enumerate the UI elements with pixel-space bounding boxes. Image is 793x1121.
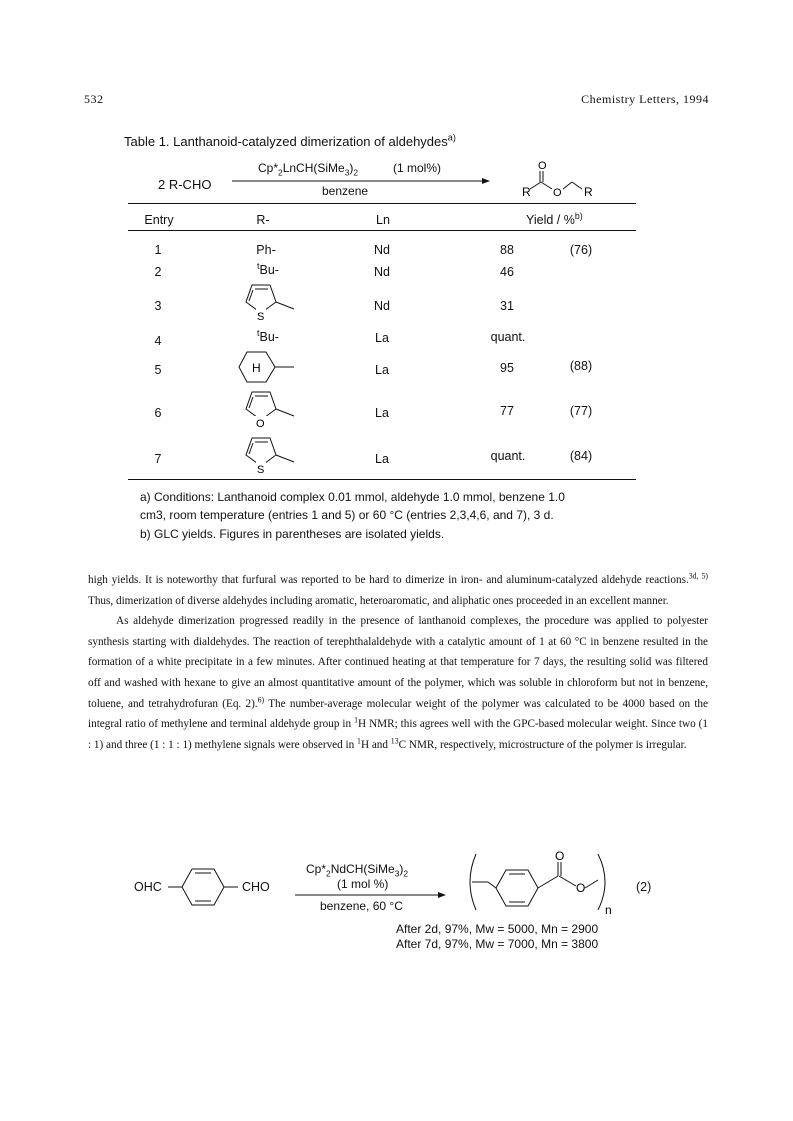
product-r-right: R [584,185,593,199]
thiophene-icon [240,436,300,476]
header-yield-text: Yield / % [526,213,575,227]
row4-ln: La [375,331,389,345]
row6-isolated: (77) [569,404,593,418]
scheme-solvent: benzene [322,184,369,198]
header-yield [526,210,583,227]
table-top-rule [128,203,636,204]
eq-catalyst-amount: (1 mol %) [337,877,389,891]
row1-r: Ph- [256,243,276,257]
paragraph-1 [88,570,708,611]
row5-yield: 95 [500,361,514,375]
table-bottom-rule [128,479,636,480]
row3-yield: 31 [500,299,514,313]
row1-yield: 88 [500,243,514,257]
row7-atom: S [257,464,265,476]
paragraph-2-text-c: H NMR; this agrees well with the GPC-based molecular weight. Since two (1 : 1) and three (1 : 1 : 1) methylene signals were observed in [88,718,708,751]
row7-isolated: (84) [569,449,593,463]
row7-entry: 7 [154,452,162,466]
paragraph-1-ref: 3d, 5) [688,571,709,581]
table-caption-text: Table 1. Lanthanoid-catalyzed dimerization of aldehydes [124,134,448,149]
row3-entry: 3 [154,299,162,313]
eq-conditions: benzene, 60 °C [320,899,403,913]
row2-r-sup: t [257,260,260,271]
scheme-reactant: 2 R-CHO [158,177,212,192]
scheme-catalyst-amount: (1 mol%) [393,161,442,175]
row4-yield: quant. [490,330,526,344]
cyclohexyl-icon [238,350,298,386]
journal-title: Chemistry Letters, 1994 [581,92,709,106]
row4-r-text: Bu- [259,330,279,344]
body-text [88,570,708,755]
eq-o-chain: O [576,881,586,895]
benzene-ring-icon [166,860,242,916]
header-r: R- [256,213,270,227]
header-ln: Ln [376,213,390,227]
paragraph-1-text-b: Thus, dimerization of diverse aldehydes including aromatic, heteroaromatic, and aliphatic ones proceeded in an excellent manner. [88,594,669,607]
footnote-b: b) GLC yields. Figures in parentheses are isolated yields. [140,527,445,541]
row6-entry: 6 [154,406,162,420]
nmr-h-sup-2: 1 [357,736,361,746]
header-yield-note: b) [574,210,583,221]
eq-result-1: After 2d, 97%, Mw = 5000, Mn = 2900 [396,922,599,936]
eq-o-top: O [555,849,565,863]
table-caption [124,134,456,149]
header-entry: Entry [144,213,174,227]
paragraph-2 [88,611,708,755]
row5-atom: H [252,361,261,375]
paragraph-2-text: As aldehyde dimerization progressed readily in the presence of lanthanoid complexes, the procedure was applied to polyester synthesis starting with dialdehydes. The reaction of terephthalaldehyde with a catalytic amount of 1 at 60 °C in benzene resulted in the formation of a white precipitate in a few minutes. After continued heating at that temperature for 7 days, the resulting solid was filtered off and washed with hexane to give an almost quantitative amount of the polymer, which was soluble in chloroform but not in benzene, toluene, and tetrahydrofuran (Eq. 2). [88,615,708,710]
row6-ln: La [375,406,389,420]
scheme-catalyst: $Cp*_2LnCH(SiMe_3)_2$ [258,161,359,178]
row3-atom: S [257,311,265,323]
footnote-a: a) Conditions: Lanthanoid complex 0.01 mmol, aldehyde 1.0 mmol, benzene 1.0 [140,490,565,504]
polyester-structure [462,848,624,920]
thiophene-icon [240,283,300,323]
furan-icon [240,390,300,430]
row2-r-text: Bu- [259,263,279,277]
eq-catalyst: $Cp*_2NdCH(SiMe_3)_2$ [306,862,409,879]
row4-entry: 4 [154,334,162,348]
paragraph-2-text-e: C NMR, respectively, microstructure of the polymer is irregular. [398,738,687,751]
paragraph-2-text-d: H and [360,738,391,751]
row4-r-sup: t [257,327,260,338]
row2-r [257,260,279,277]
row5-entry: 5 [154,363,162,377]
row7-yield: quant. [490,449,526,463]
row1-ln: Nd [374,243,390,257]
product-r-left: R [522,185,531,199]
paragraph-2-ref: 6) [257,694,265,704]
row4-r [257,327,279,344]
eq-result-2: After 7d, 97%, Mw = 7000, Mn = 3800 [396,937,599,951]
table-caption-note: a) [447,132,456,143]
page-number: 532 [84,92,104,106]
eq-right-group: CHO [242,880,270,894]
table-header-rule [128,230,636,231]
row2-yield: 46 [500,265,514,279]
ester-product-structure [520,158,600,200]
paragraph-1-text: high yields. It is noteworthy that furfural was reported to be hard to dimerize in iron- and aluminum-catalyzed aldehyde reactions. [88,574,689,586]
row6-atom: O [256,418,265,430]
paragraph-2-text-b: The number-average molecular weight of the polymer was calculated to be 4000 based on the integral ratio of methylene and terminal aldehyde group in [88,697,708,731]
row5-ln: La [375,363,389,377]
footnote-a-cont: cm3, room temperature (entries 1 and 5) or 60 °C (entries 2,3,4,6, and 7), 3 d. [140,508,554,522]
row1-isolated: (76) [569,243,593,257]
row5-isolated: (88) [569,359,593,373]
row2-entry: 2 [154,265,162,279]
row2-ln: Nd [374,265,390,279]
eq-left-group: OHC [134,880,162,894]
eq-number: (2) [636,880,652,894]
row7-ln: La [375,452,389,466]
nmr-c-sup: 13 [390,736,399,746]
row1-entry: 1 [154,243,162,257]
product-o-mid: O [553,187,562,199]
row6-yield: 77 [500,404,514,418]
product-o-top: O [538,160,547,172]
row3-ln: Nd [374,299,390,313]
nmr-h-sup: 1 [354,715,359,725]
eq-n: n [605,903,612,917]
